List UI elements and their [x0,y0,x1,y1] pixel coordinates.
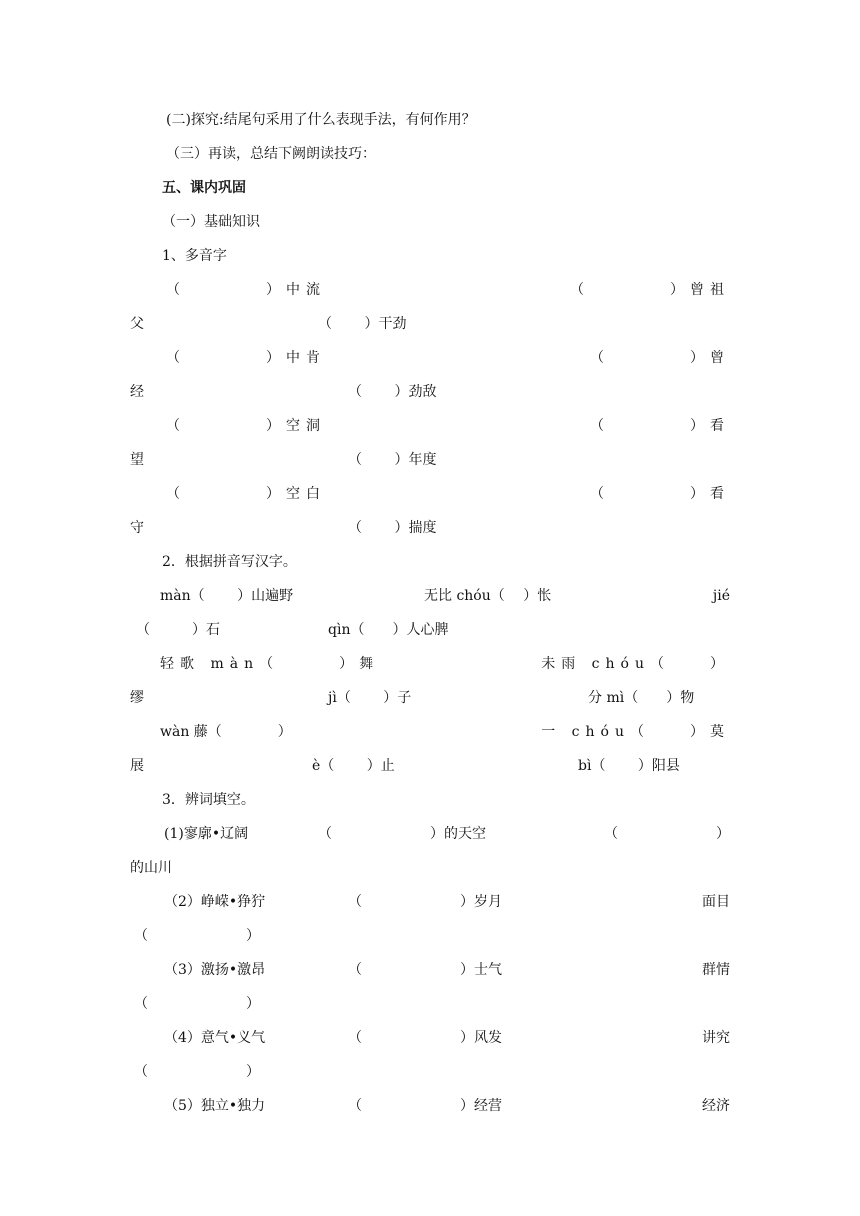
q1-row-4b [130,518,730,538]
q1-item: （ ）曾祖 [570,282,730,298]
q3-item: （2）峥嵘•狰狞 [164,894,266,910]
q2-item: màn（ ）山遍野 [160,588,294,604]
q3-item: （ ）风发 [348,1030,502,1046]
q3-row-2 [130,892,730,912]
q3-item: （4）意气•义气 [164,1030,266,1046]
q3-row-1 [130,824,730,844]
q1-row-3b [130,450,730,470]
q3-row-1b [130,858,730,878]
question-2-heading: 2．根据拼音写汉字。 [162,554,297,570]
q3-item: 面目 [702,894,730,910]
q2-item: è（ ）止 [312,758,395,774]
q1-row-1 [130,280,730,300]
q3-row-4b [130,1062,730,1082]
q1-item: （ ）看 [590,486,730,502]
q2-row-3 [130,722,730,742]
q3-item: （ ）士气 [348,962,502,978]
q3-item: 的山川 [130,860,172,876]
q1-row-2 [130,348,730,368]
question-1-heading: 1、多音字 [162,248,227,264]
q3-item: 群情 [702,962,730,978]
q1-item: （ ）中流 [166,282,326,298]
q2-item: qìn（ ）人心脾 [328,622,449,638]
q2-item: jì（ ）子 [328,690,412,706]
q1-row-2b [130,382,730,402]
q3-item: （3）激扬•激昂 [164,962,266,978]
question-3-heading: 3．辨词填空。 [162,792,255,808]
q3-item: （ ）的天空 [318,826,486,842]
q1-item: 经 [130,384,144,400]
q1-item: （ ）中肯 [166,350,326,366]
q2-row-1b [130,620,730,640]
q1-item: 望 [130,452,144,468]
q2-item: 一 chóu（ ）莫 [541,724,730,740]
q3-row-4 [130,1028,730,1048]
q1-item: （ ）空白 [166,486,326,502]
q3-row-3b [130,994,730,1014]
basic-knowledge-heading: （一）基础知识 [162,214,260,230]
q2-item: 无比 chóu（ ）怅 [424,588,552,604]
section-explore: (二)探究:结尾句采用了什么表现手法，有何作用？ [166,112,476,128]
q3-item: 讲究 [702,1030,730,1046]
q3-item: （ ） [134,996,260,1012]
section-reread: （三）再读，总结下阙朗读技巧： [166,146,376,162]
q1-item: （ ）空洞 [166,418,326,434]
q1-item: （ ）劲敌 [348,384,437,400]
q2-item: （ ）石 [136,622,220,638]
q3-item: （ ） [134,1064,260,1080]
q3-row-5 [130,1096,730,1116]
q2-row-2b [130,688,730,708]
q2-item: wàn 藤（ ） [160,724,292,740]
q2-item: 未雨 chóu（ ） [541,656,730,672]
q3-item: （ ）经营 [348,1098,502,1114]
q1-item: （ ）揣度 [348,520,437,536]
q1-item: 守 [130,520,144,536]
q3-item: （5）独立•独力 [164,1098,266,1114]
q2-row-1 [130,586,730,606]
section-five-heading: 五、课内巩固 [162,180,246,196]
q2-item: bì（ ）阳县 [578,758,680,774]
q1-item: （ ）曾 [590,350,730,366]
q3-item: （ ）岁月 [348,894,502,910]
q1-row-4 [130,484,730,504]
q2-item: 缪 [130,690,144,706]
q1-item: （ ）年度 [348,452,437,468]
q3-item: (1)寥廓•辽阔 [164,826,249,842]
q3-item: （ ） [134,928,260,944]
q2-item: 分 mì（ ）物 [588,690,695,706]
q1-item: （ ）看 [590,418,730,434]
q1-row-1b [130,314,730,334]
q3-item: 经济 [702,1098,730,1114]
q1-item: （ ）干劲 [318,316,407,332]
q2-item: 展 [130,758,144,774]
q3-item: （ ） [604,826,730,842]
q2-item: 轻歌 màn（ ）舞 [160,656,380,672]
q1-row-3 [130,416,730,436]
q2-row-3b [130,756,730,776]
q2-row-2 [130,654,730,674]
q2-item: jié [712,588,730,604]
q3-row-2b [130,926,730,946]
q3-row-3 [130,960,730,980]
q1-item: 父 [130,316,144,332]
